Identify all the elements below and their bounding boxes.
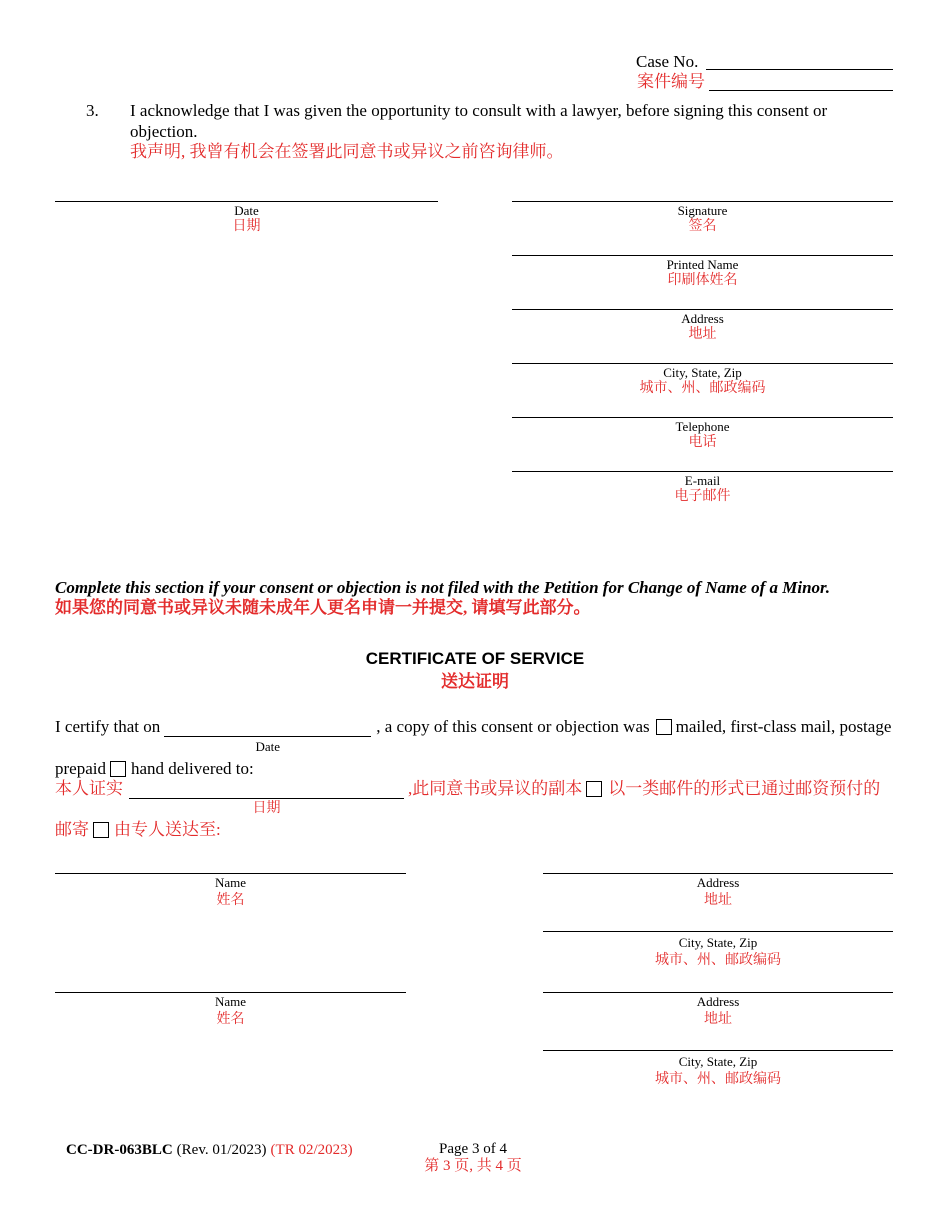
service-instruction-text: Complete this section if your consent or objection is not filed with the Petition for Change of Name of a Minor.: [55, 578, 830, 597]
case-number-label-zh: 案件编号: [637, 72, 705, 91]
mailed-option-label-zh: 以一类邮件的形式已通过邮资预付的: [608, 779, 881, 798]
form-identifier: [66, 1141, 353, 1159]
recipient-2-name-line[interactable]: [55, 972, 406, 993]
recipient-1-name-label-zh: 姓名: [216, 893, 245, 908]
service-instruction-text-zh: 如果您的同意书或异议未随未成年人更名申请一并提交, 请填写此部分。: [55, 598, 591, 617]
form-id: CC-DR-063BLC: [66, 1142, 173, 1158]
recipient-2-address-field: [543, 972, 893, 1028]
case-number-field-zh[interactable]: [709, 70, 893, 91]
recipient-2-city-field: [543, 1030, 893, 1088]
service-date-label: Date: [255, 739, 281, 754]
recipient-2-city-line[interactable]: [543, 1030, 893, 1051]
printed-name-label: Printed Name: [666, 257, 739, 272]
recipient-2-city-label: City, State, Zip: [678, 1054, 758, 1069]
acknowledgement-text: I acknowledge that I was given the opportunity to consult with a lawyer, before signing this consent or objection.: [130, 101, 828, 141]
service-date-field-zh[interactable]: [129, 779, 404, 816]
date-line[interactable]: [55, 181, 438, 202]
signature-line[interactable]: [512, 181, 893, 202]
certify-row-zh-1: [55, 779, 881, 816]
certificate-title-zh: 送达证明: [441, 672, 509, 691]
recipient-1-city-label: City, State, Zip: [678, 935, 758, 950]
address-label: Address: [681, 311, 724, 326]
printed-name-label-zh: 印刷体姓名: [667, 273, 738, 288]
page-number-text: Page 3 of 4: [439, 1141, 507, 1157]
copy-text-zh: ,此同意书或异议的副本: [408, 779, 583, 798]
date-field-group: [55, 181, 438, 235]
hand-delivered-checkbox-zh[interactable]: [93, 822, 109, 838]
certify-row-zh-2: [55, 820, 221, 840]
hand-delivered-label-zh: 由专人送达至:: [114, 820, 221, 839]
mailed-option-label-zh-cont: 邮寄: [55, 820, 89, 839]
date-label-zh: 日期: [232, 219, 261, 234]
certify-row-2: [55, 759, 254, 779]
city-state-zip-label: City, State, Zip: [663, 365, 742, 380]
telephone-label-zh: 电话: [688, 435, 717, 450]
copy-text: , a copy of this consent or objection was: [376, 717, 650, 736]
email-label-zh: 电子邮件: [674, 489, 731, 504]
recipient-1-city-line[interactable]: [543, 911, 893, 932]
signature-label-zh: 签名: [688, 219, 717, 234]
recipient-2-name-field: [55, 972, 406, 1028]
recipient-1-name-line[interactable]: [55, 853, 406, 874]
item-number: 3.: [86, 101, 99, 120]
city-state-zip-label-zh: 城市、州、邮政编码: [639, 381, 766, 396]
email-line[interactable]: [512, 451, 893, 472]
printed-name-line[interactable]: [512, 235, 893, 256]
recipient-1-address-label-zh: 地址: [704, 893, 732, 908]
recipient-1-address-label: Address: [696, 875, 740, 890]
recipient-2-name-label: Name: [214, 994, 247, 1009]
address-label-zh: 地址: [688, 327, 717, 342]
city-state-zip-field: [512, 343, 893, 397]
service-date-field[interactable]: [164, 717, 371, 754]
recipient-1-city-label-zh: 城市、州、邮政编码: [655, 953, 781, 968]
telephone-label: Telephone: [675, 419, 730, 434]
signature-fields: [512, 181, 893, 505]
recipient-1-address-line[interactable]: [543, 853, 893, 874]
printed-name-field: [512, 235, 893, 289]
mailed-checkbox[interactable]: [656, 719, 672, 735]
telephone-line[interactable]: [512, 397, 893, 418]
hand-delivered-label: hand delivered to:: [130, 759, 254, 778]
acknowledgement-text-zh: 我声明, 我曾有机会在签署此同意书或异议之前咨询律师。: [130, 142, 564, 161]
recipient-2-address-label-zh: 地址: [704, 1012, 732, 1027]
recipient-2-address-line[interactable]: [543, 972, 893, 993]
certify-row-1: [55, 717, 892, 754]
certify-prefix: I certify that on: [55, 717, 161, 736]
recipient-1-city-field: [543, 911, 893, 969]
email-label: E-mail: [684, 473, 721, 488]
address-line[interactable]: [512, 289, 893, 310]
mailed-option-label: mailed, first-class mail, postage: [675, 717, 892, 736]
recipient-1-address-field: [543, 853, 893, 909]
certify-prefix-zh: 本人证实: [55, 779, 123, 798]
recipient-2-name-label-zh: 姓名: [216, 1012, 245, 1027]
date-label: Date: [234, 203, 259, 218]
case-number-field[interactable]: [706, 49, 893, 70]
recipient-1-name-field: [55, 853, 406, 909]
email-field: [512, 451, 893, 505]
service-date-label-zh: 日期: [252, 801, 281, 816]
recipient-2-address-label: Address: [696, 994, 740, 1009]
certificate-title: CERTIFICATE OF SERVICE: [365, 649, 585, 668]
telephone-field: [512, 397, 893, 451]
signature-field: [512, 181, 893, 235]
form-translation-date: (TR 02/2023): [270, 1142, 353, 1158]
form-revision: (Rev. 01/2023): [176, 1142, 267, 1158]
hand-delivered-checkbox[interactable]: [110, 761, 126, 777]
mailed-option-label-cont: prepaid: [55, 759, 106, 778]
mailed-checkbox-zh[interactable]: [586, 781, 602, 797]
service-instruction: [55, 578, 915, 618]
recipient-2-city-label-zh: 城市、州、邮政编码: [655, 1072, 781, 1087]
signature-label: Signature: [677, 203, 728, 218]
page-number-text-zh: 第 3 页, 共 4 页: [424, 1158, 522, 1174]
address-field: [512, 289, 893, 343]
city-state-zip-line[interactable]: [512, 343, 893, 364]
case-number-label: Case No.: [636, 52, 699, 71]
recipient-1-name-label: Name: [214, 875, 247, 890]
page-number: [398, 1141, 548, 1175]
